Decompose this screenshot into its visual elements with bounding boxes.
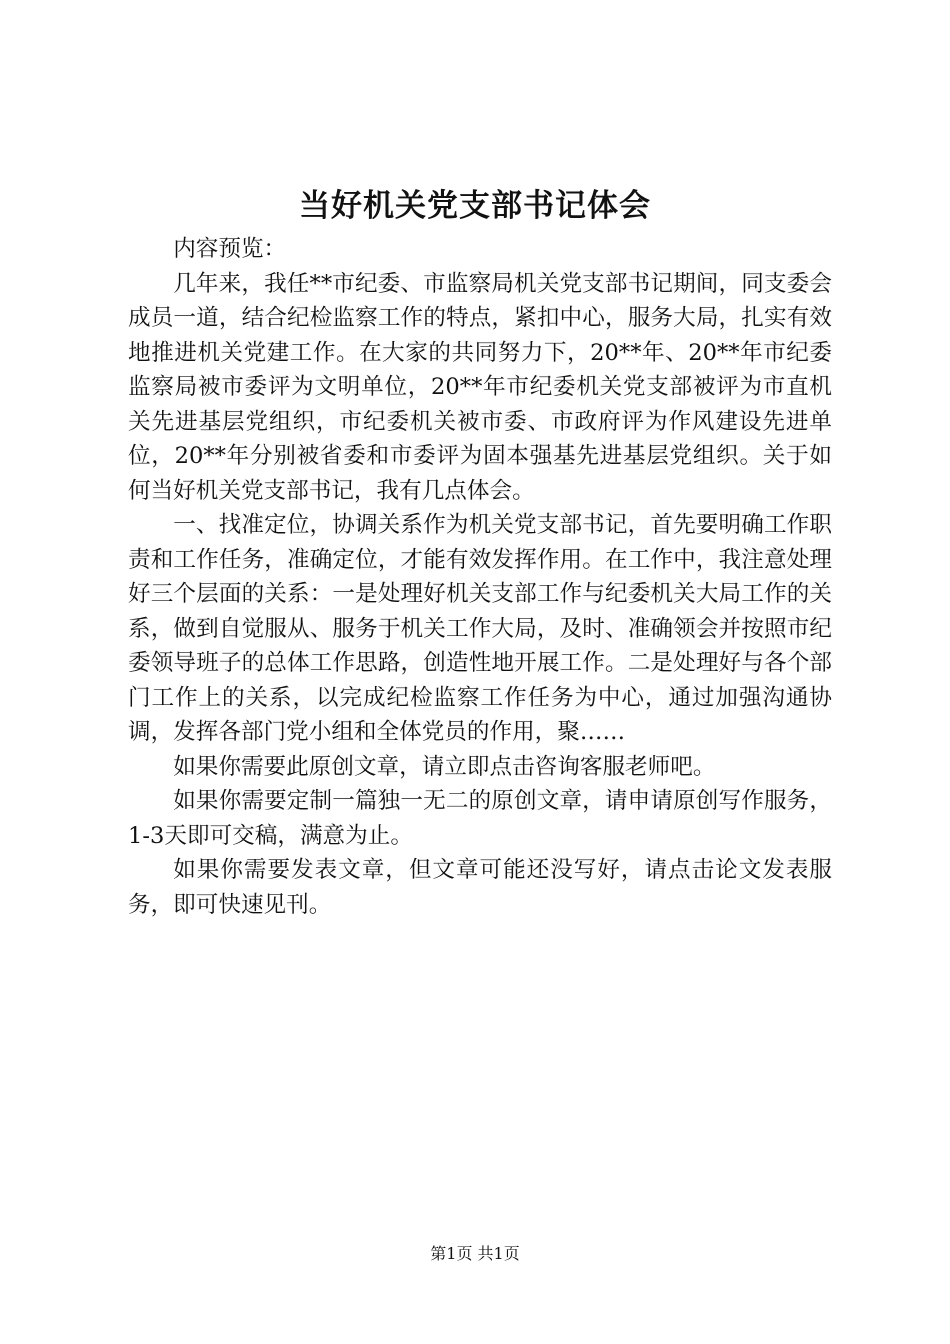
document-title: 当好机关党支部书记体会 bbox=[299, 188, 651, 224]
preview-label: 内容预览： bbox=[173, 236, 287, 262]
document-body bbox=[128, 232, 832, 922]
page-footer bbox=[0, 1242, 950, 1266]
page-number: 第1页 bbox=[430, 1244, 473, 1263]
paragraph-custom-writing-link[interactable]: 如果你需要定制一篇独一无二的原创文章，请申请原创写作服务，1-3天即可交稿，满意为止。 bbox=[128, 788, 832, 849]
paragraph-publish-link[interactable]: 如果你需要发表文章，但文章可能还没写好，请点击论文发表服务，即可快速见刊。 bbox=[128, 857, 832, 918]
paragraph-consult-link[interactable]: 如果你需要此原创文章，请立即点击咨询客服老师吧。 bbox=[173, 753, 716, 780]
paragraph-section-one: 一、找准定位，协调关系作为机关党支部书记，首先要明确工作职责和工作任务，准确定位，才能有效发挥作用。在工作中，我注意处理好三个层面的关系：一是处理好机关支部工作与纪委机关大局工作的关系，做到自觉服从、服务于机关工作大局，及时、准确领会并按照市纪委领导班子的总体工作思路，创造性地开展工作。二是处理好与各个部门工作上的关系，以完成纪检监察工作任务为中心，通过加强沟通协调，发挥各部门党小组和全体党员的作用，聚…… bbox=[128, 512, 832, 745]
page-total: 共1页 bbox=[477, 1244, 520, 1263]
paragraph-intro: 几年来，我任**市纪委、市监察局机关党支部书记期间，同支委会成员一道，结合纪检监察工作的特点，紧扣中心，服务大局，扎实有效地推进机关党建工作。在大家的共同努力下，20**年、20**年市纪委监察局被市委评为文明单位，20**年市纪委机关党支部被评为市直机关先进基层党组织，市纪委机关被市委、市政府评为作风建设先进单位，20**年分别被省委和市委评为固本强基先进基层党组织。关于如何当好机关党支部书记，我有几点体会。 bbox=[128, 270, 832, 504]
